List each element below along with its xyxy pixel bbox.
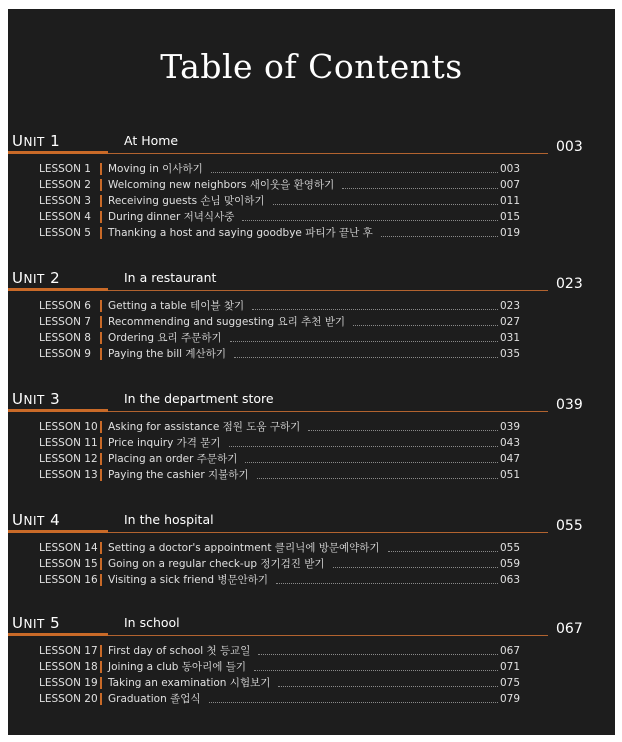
lesson-label: LESSON 18 [39,661,98,673]
lesson-row[interactable] [8,225,615,241]
lesson-label: LESSON 16 [39,574,98,586]
lesson-separator [100,558,102,570]
lesson-label: LESSON 3 [39,195,91,207]
lesson-label: LESSON 17 [39,645,98,657]
lesson-page-number: 071 [500,661,521,673]
lesson-page-number: 007 [500,179,521,191]
lesson-title: Receiving guests 손님 맞이하기 [108,195,265,207]
lesson-separator [100,195,102,207]
lesson-separator [100,163,102,175]
unit-accent-bar [8,151,108,154]
lesson-title: Getting a table 테이블 찾기 [108,300,245,312]
dot-leader [308,430,498,431]
lesson-label: LESSON 11 [39,437,98,449]
lesson-separator [100,677,102,689]
lesson-separator [100,661,102,673]
unit-title: At Home [124,133,179,148]
lesson-page-number: 059 [500,558,521,570]
lesson-separator [100,227,102,239]
lesson-row[interactable] [8,314,615,330]
lesson-page-number: 079 [500,693,521,705]
lesson-title: Paying the cashier 지불하기 [108,469,249,481]
lesson-separator [100,332,102,344]
lesson-page-number: 011 [500,195,521,207]
lesson-row[interactable] [8,330,615,346]
lesson-row[interactable] [8,419,615,435]
unit-header[interactable] [8,132,615,156]
lesson-row[interactable] [8,209,615,225]
unit-accent-bar [8,530,108,533]
lesson-label: LESSON 4 [39,211,91,223]
dot-leader [388,551,498,552]
lesson-row[interactable] [8,659,615,675]
unit-header[interactable] [8,269,615,293]
lesson-page-number: 075 [500,677,521,689]
unit-section [8,614,615,705]
lesson-list [8,161,615,241]
unit-header[interactable] [8,511,615,535]
dot-leader [257,478,498,479]
lesson-page-number: 019 [500,227,521,239]
lesson-label: LESSON 14 [39,542,98,554]
lesson-row[interactable] [8,451,615,467]
lesson-separator [100,316,102,328]
dot-leader [254,670,498,671]
lesson-row[interactable] [8,675,615,691]
lesson-label: LESSON 12 [39,453,98,465]
lesson-title: Paying the bill 계산하기 [108,348,226,360]
lesson-list [8,643,615,707]
lesson-title: First day of school 첫 등교일 [108,645,251,657]
lesson-list [8,419,615,483]
lesson-label: LESSON 10 [39,421,98,433]
lesson-label: LESSON 1 [39,163,91,175]
dot-leader [278,686,498,687]
lesson-page-number: 063 [500,574,521,586]
lesson-title: Thanking a host and saying goodbye 파티가 끝난 후 [108,227,373,239]
unit-page-number: 039 [556,397,583,413]
lesson-page-number: 023 [500,300,521,312]
lesson-separator [100,693,102,705]
lesson-separator [100,453,102,465]
lesson-separator [100,469,102,481]
lesson-title: During dinner 저녁식사중 [108,211,235,223]
lesson-page-number: 035 [500,348,521,360]
unit-header[interactable] [8,614,615,638]
lesson-row[interactable] [8,467,615,483]
dot-leader [276,583,498,584]
lesson-label: LESSON 6 [39,300,91,312]
dot-leader [234,357,498,358]
lesson-list [8,298,615,362]
lesson-row[interactable] [8,177,615,193]
lesson-row[interactable] [8,435,615,451]
unit-page-number: 003 [556,139,583,155]
lesson-row[interactable] [8,643,615,659]
lesson-row[interactable] [8,346,615,362]
lesson-title: Ordering 요리 주문하기 [108,332,222,344]
unit-accent-bar [8,288,108,291]
lesson-title: Going on a regular check-up 정기검진 받기 [108,558,325,570]
lesson-row[interactable] [8,161,615,177]
unit-label: UNIT 3 [12,390,61,408]
lesson-title: Taking an examination 시험보기 [108,677,271,689]
dot-leader [381,236,498,237]
lesson-separator [100,211,102,223]
lesson-separator [100,645,102,657]
dot-leader [245,462,498,463]
lesson-separator [100,574,102,586]
lesson-page-number: 039 [500,421,521,433]
lesson-label: LESSON 2 [39,179,91,191]
dot-leader [252,309,498,310]
lesson-separator [100,348,102,360]
lesson-page-number: 015 [500,211,521,223]
page-title: Table of Contents [160,47,463,86]
lesson-row[interactable] [8,298,615,314]
lesson-label: LESSON 7 [39,316,91,328]
toc-page [8,9,615,735]
unit-section [8,132,615,239]
dot-leader [209,702,498,703]
unit-title: In a restaurant [124,270,217,285]
lesson-label: LESSON 19 [39,677,98,689]
dot-leader [242,220,498,221]
lesson-page-number: 055 [500,542,521,554]
dot-leader [258,654,498,655]
lesson-page-number: 031 [500,332,521,344]
lesson-label: LESSON 13 [39,469,98,481]
lesson-label: LESSON 8 [39,332,91,344]
lesson-row[interactable] [8,691,615,707]
unit-title: In the hospital [124,512,214,527]
lesson-title: Joining a club 동아리에 들기 [108,661,246,673]
lesson-label: LESSON 15 [39,558,98,570]
lesson-separator [100,542,102,554]
lesson-separator [100,437,102,449]
lesson-title: Price inquiry 가격 묻기 [108,437,221,449]
lesson-separator [100,179,102,191]
lesson-label: LESSON 9 [39,348,91,360]
dot-leader [211,172,498,173]
unit-page-number: 067 [556,621,583,637]
dot-leader [353,325,498,326]
unit-page-number: 055 [556,518,583,534]
lesson-title: Welcoming new neighbors 새이웃을 환영하기 [108,179,335,191]
dot-leader [229,446,498,447]
lesson-row[interactable] [8,572,615,588]
lesson-page-number: 027 [500,316,521,328]
lesson-page-number: 051 [500,469,521,481]
dot-leader [230,341,498,342]
unit-section [8,269,615,360]
lesson-list [8,540,615,588]
lesson-row[interactable] [8,193,615,209]
dot-leader [333,567,498,568]
lesson-separator [100,300,102,312]
lesson-label: LESSON 5 [39,227,91,239]
unit-page-number: 023 [556,276,583,292]
unit-label: UNIT 2 [12,269,61,287]
unit-title: In school [124,615,180,630]
lesson-page-number: 047 [500,453,521,465]
unit-section [8,511,615,586]
lesson-title: Visiting a sick friend 병문안하기 [108,574,269,586]
lesson-title: Recommending and suggesting 요리 추천 받기 [108,316,345,328]
lesson-title: Graduation 졸업식 [108,693,201,705]
unit-label: UNIT 5 [12,614,61,632]
lesson-title: Setting a doctor's appointment 클리닉에 방문예약하기 [108,542,380,554]
lesson-title: Asking for assistance 점원 도움 구하기 [108,421,301,433]
dot-leader [273,204,498,205]
unit-label: UNIT 4 [12,511,61,529]
lesson-separator [100,421,102,433]
dot-leader [342,188,498,189]
lesson-row[interactable] [8,540,615,556]
lesson-row[interactable] [8,556,615,572]
lesson-page-number: 043 [500,437,521,449]
lesson-label: LESSON 20 [39,693,98,705]
lesson-page-number: 003 [500,163,521,175]
unit-accent-bar [8,633,108,636]
unit-label: UNIT 1 [12,132,61,150]
unit-title: In the department store [124,391,274,406]
unit-header[interactable] [8,390,615,414]
unit-section [8,390,615,481]
unit-accent-bar [8,409,108,412]
lesson-title: Moving in 이사하기 [108,163,203,175]
lesson-title: Placing an order 주문하기 [108,453,238,465]
lesson-page-number: 067 [500,645,521,657]
